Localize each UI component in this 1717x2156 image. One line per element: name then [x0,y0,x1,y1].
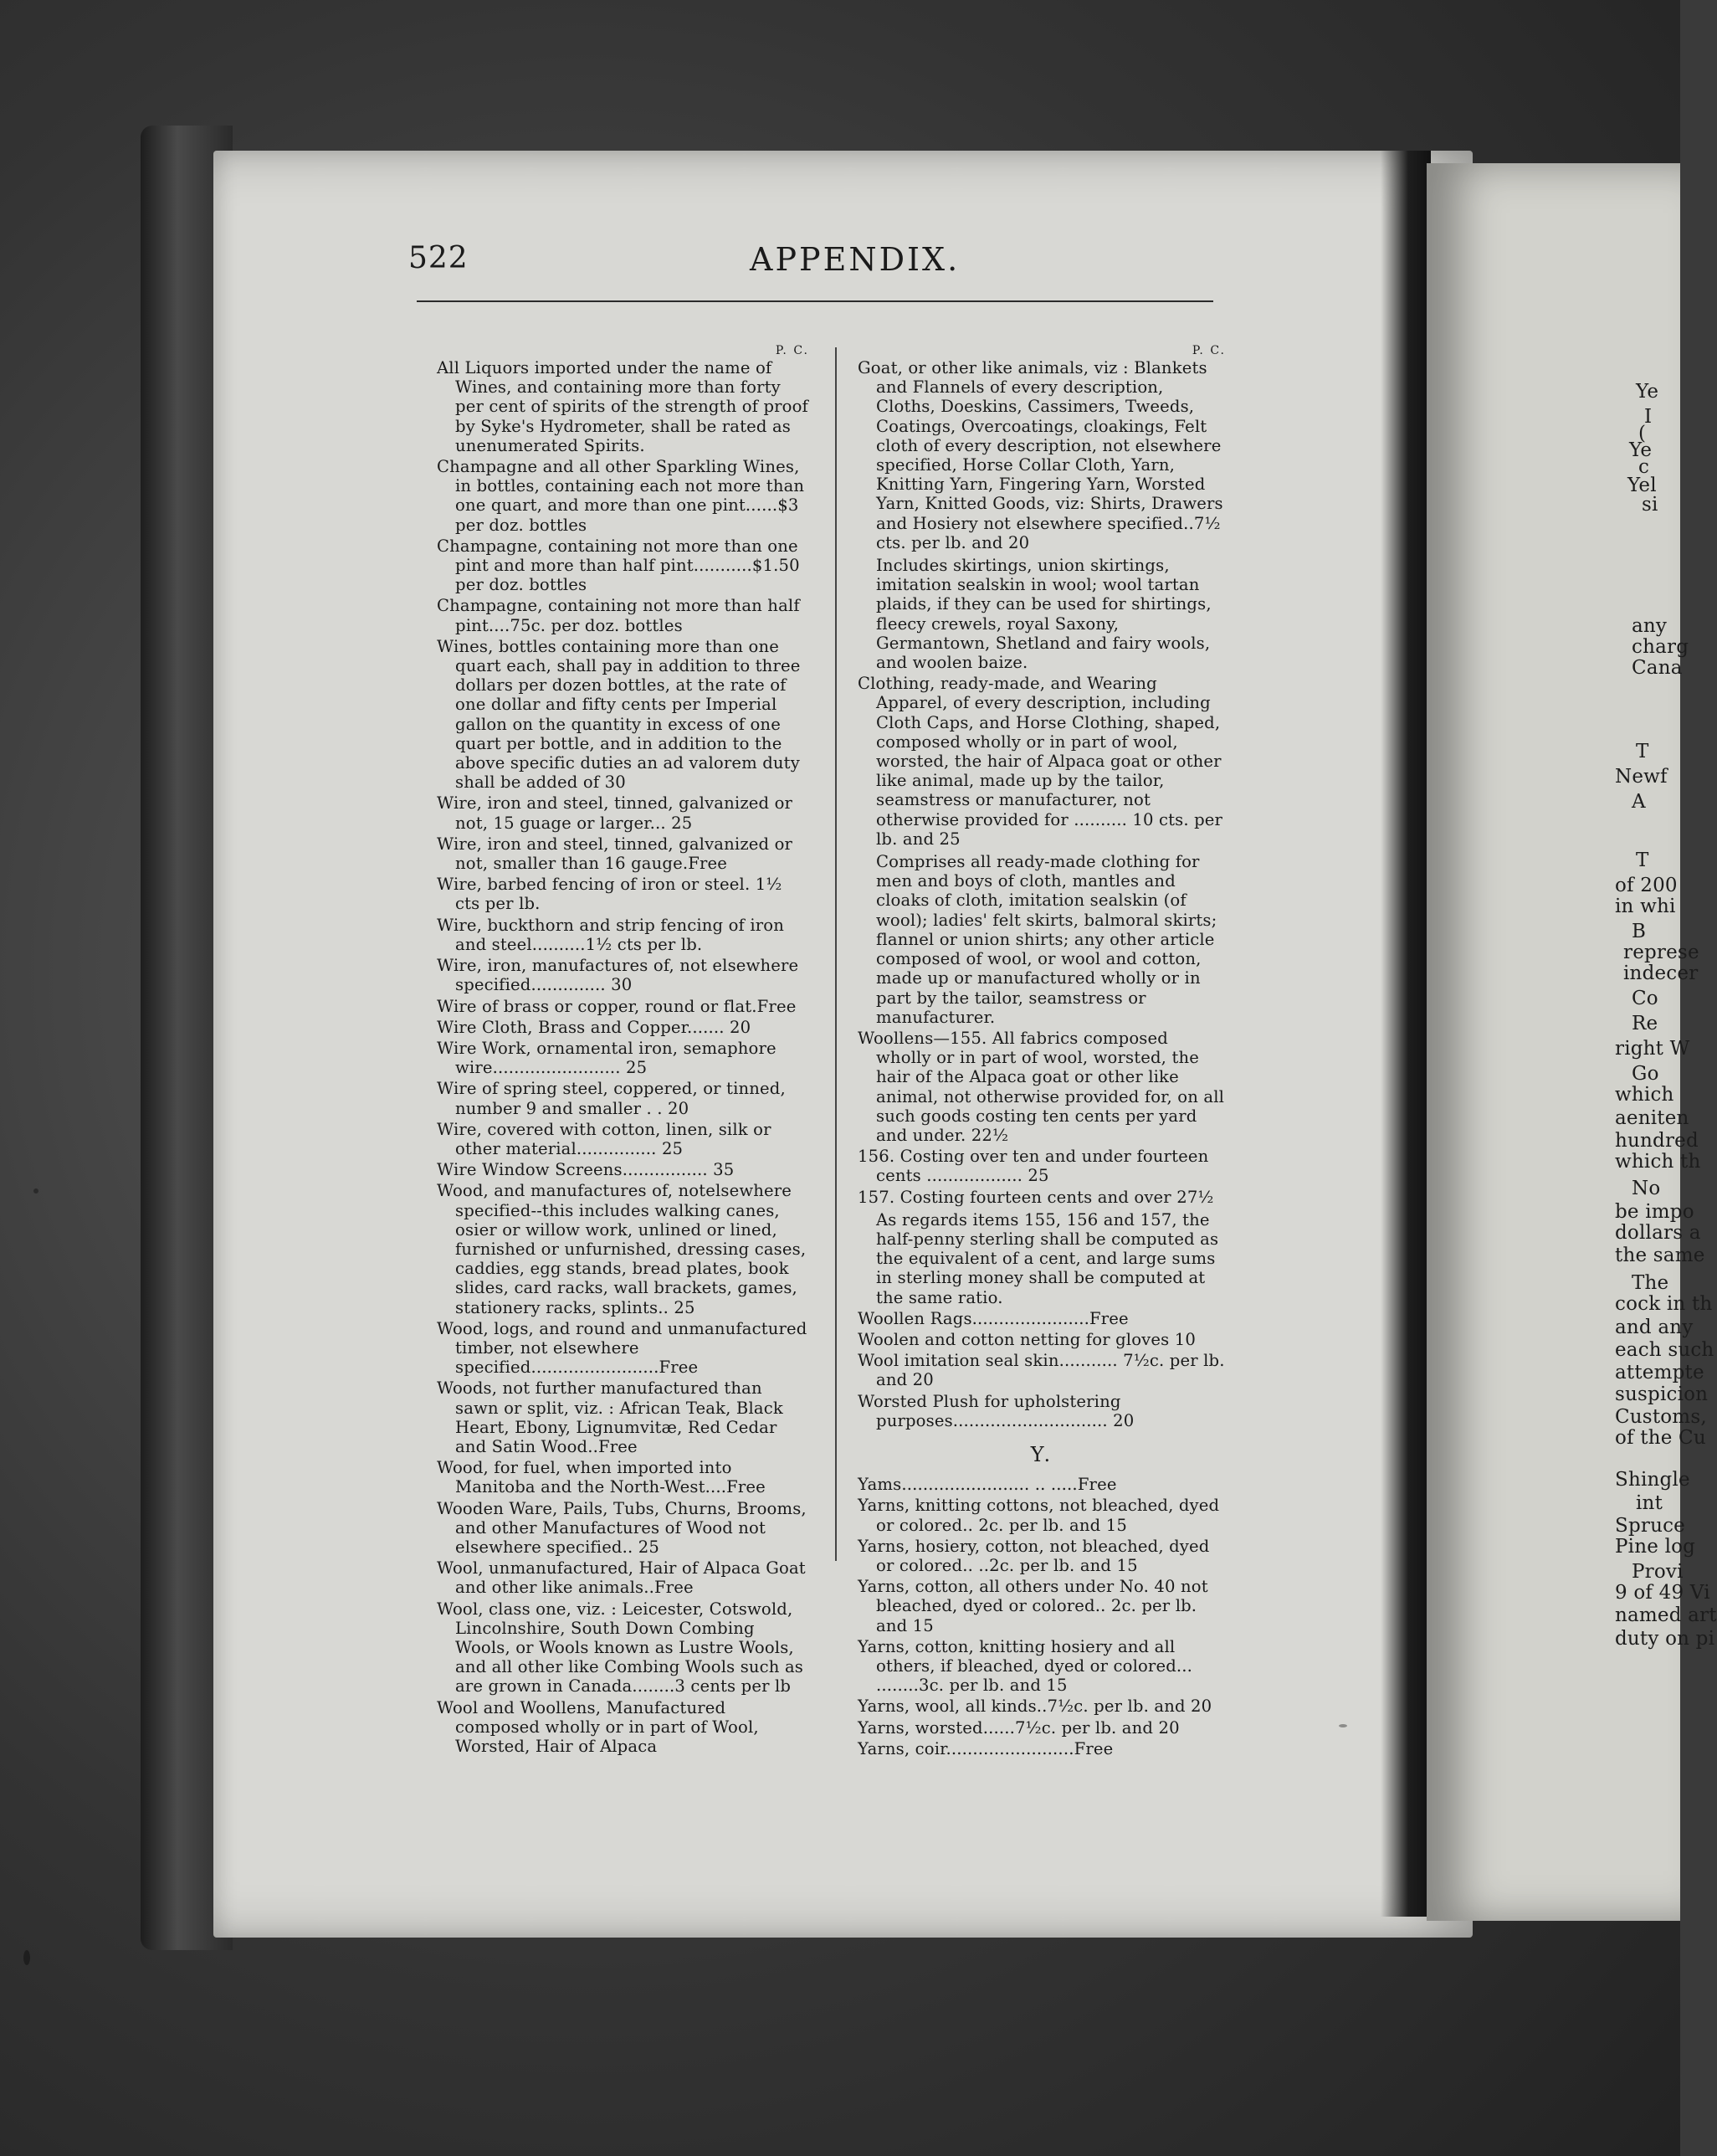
facing-page-text: Ye [1629,439,1653,461]
facing-page-text: charg [1632,636,1689,658]
facing-page-text: which th [1615,1151,1701,1173]
facing-page-text: Go [1632,1063,1659,1085]
facing-page-text: Customs, [1615,1406,1707,1428]
facing-page-text: No [1632,1178,1661,1199]
left-entries [437,358,809,1756]
tariff-entry: Wire, buckthorn and strip fencing of iron and steel..........1½ cts per lb. [437,915,784,954]
tariff-entry: 156. Costing over ten and under fourteen cents .................. 25 [858,1147,1209,1186]
tariff-entry: Worsted Plush for upholstering purposes............................. 20 [858,1391,1135,1430]
tariff-entry: Wire Window Screens................ 35 [437,1160,735,1180]
tariff-entry: Comprises all ready-made clothing for men and boys of cloth, mantles and cloaks of cloth, imitation sealskin (of wool); ladies' felt skirts, balmoral skirts; flannel or union shirts; any other article composed of wool, or wool and cotton, made up or manufactured wholly or in part by the tailor, seamstress or manufacturer. [876,852,1217,1027]
facing-page-text: T [1636,741,1649,762]
facing-page-text: c [1638,456,1650,478]
tariff-entry: Goat, or other like animals, viz : Blankets and Flannels of every description, Cloths, Doeskins, Cassimers, Tweeds, Coatings, Overcoatings, cloakings, Felt cloth of every description, not elsewhere specified, Horse Collar Cloth, Yarn, Knitting Yarn, Fingering Yarn, Worsted Yarn, Knitted Goods, viz: Shirts, Drawers and Hosiery not elsewhere specified..7½ cts. per lb. and 20 [858,358,1223,552]
book-gutter [1381,151,1431,1917]
tariff-entry: Yams........................ .. .....Free [858,1475,1117,1495]
tariff-entry: Wood, and manufactures of, notelsewhere specified--this includes walking canes, osier or willow work, unlined or lined, furnished or unfurnished, dressing cases, caddies, egg stands, bread plates, book slides, card racks, wall brackets, games, stationery racks, splints.. 25 [437,1181,807,1317]
facing-page-text: hundred [1615,1130,1699,1152]
section-heading-y: Y. [1030,1442,1053,1466]
facing-page-text: I [1644,406,1653,428]
right-entries [858,358,1226,1430]
facing-page-text: Newf [1615,766,1668,788]
facing-page-text: Co [1632,988,1658,1009]
facing-page-text: cock in th [1615,1293,1713,1315]
running-head [408,241,1245,283]
facing-page-text: Ye [1636,381,1659,403]
tariff-entry: Wool, class one, viz. : Leicester, Cotswold, Lincolnshire, South Down Combing Wools, or Wools known as Lustre Wools, and all other like Combing Wools such as are grown in Canada........3 cents per lb [437,1599,803,1697]
facing-page-text: in whi [1615,896,1676,917]
tariff-entry: Yarns, coir........................Free [858,1738,1114,1758]
tariff-entry: Wooden Ware, Pails, Tubs, Churns, Brooms, and other Manufactures of Wood not elsewhere specified.. 25 [437,1498,807,1557]
tariff-entry: Wire, iron and steel, tinned, galvanized or not, 15 guage or larger... 25 [437,793,793,833]
header-rule [417,300,1213,302]
tariff-entry: Yarns, worsted......7½c. per lb. and 20 [858,1717,1180,1738]
tariff-entry: Champagne, containing not more than half pint....75c. per doz. bottles [437,596,800,635]
right-column [858,343,1226,1760]
facing-page-text: duty on pi [1615,1628,1715,1650]
tariff-entry: Wire, barbed fencing of iron or steel. 1½ cts per lb. [437,875,782,914]
tariff-entry: Wire, covered with cotton, linen, silk or other material............... 25 [437,1119,771,1158]
facing-page-text: si [1642,494,1658,516]
facing-page-text: named art [1615,1604,1717,1626]
facing-page-text: of 200 [1615,875,1678,896]
tariff-entry: Woolen and cotton netting for gloves 10 [858,1329,1196,1349]
facing-page-text: Pine log [1615,1536,1696,1558]
scan-speck [33,1188,38,1194]
tariff-entry: Wire, iron and steel, tinned, galvanized or not, smaller than 16 gauge.Free [437,834,793,874]
facing-page-text: T [1636,850,1649,871]
facing-page-text: right W [1615,1038,1690,1060]
tariff-entry: All Liquors imported under the name of Wines, and containing more than forty per cent of spirits of the strength of proof by Syke's Hydrometer, shall be rated as unenumerated Spirits. [437,358,808,455]
tariff-entry: Champagne and all other Sparkling Wines, in bottles, containing each not more than one quart, and more than one pint......$3 per doz. bottles [437,457,805,535]
tariff-entry: Wool imitation seal skin........... 7½c. per lb. and 20 [858,1351,1225,1390]
tariff-entry: Champagne, containing not more than one pint and more than half pint...........$1.50 per doz. bottles [437,536,800,595]
yarn-entries [858,1475,1226,1758]
tariff-entry: Wool and Woollens, Manufactured composed wholly or in part of Wool, Worsted, Hair of Alpaca [437,1697,759,1757]
tariff-entry: Yarns, cotton, all others under No. 40 not bleached, dyed or colored.. 2c. per lb. and 15 [858,1577,1208,1635]
tariff-entry: Yarns, hosiery, cotton, not bleached, dyed or colored.. ..2c. per lb. and 15 [858,1536,1210,1575]
column-heading-pc: P. C. [775,344,809,357]
facing-page-text: int [1636,1492,1663,1514]
page-number: 522 [408,241,469,275]
facing-page-text: Re [1632,1013,1658,1034]
facing-page-text: each such [1615,1339,1714,1361]
facing-page-text: 9 of 49 Vi [1615,1582,1710,1604]
facing-page-text: suspicion [1615,1383,1709,1405]
tariff-entry: Wood, logs, and round and unmanufactured timber, not elsewhere specified........................Free [437,1318,807,1378]
facing-page-text: which [1615,1084,1674,1106]
facing-page [1427,163,1717,1921]
facing-page-text: B [1632,921,1647,942]
facing-page-text: be impo [1615,1201,1694,1223]
column-rule [835,347,837,1561]
facing-page-text: of the Cu [1615,1427,1706,1449]
facing-page-text: A [1632,791,1646,813]
left-column [437,343,809,1758]
page-title: APPENDIX. [750,241,961,278]
tariff-entry: Clothing, ready-made, and Wearing Apparel, of every description, including Cloth Caps, and Horse Clothing, shaped, composed wholly or in part of wool, worsted, the hair of Alpaca goat or other like animal, made up by the tailor, seamstress or manufacturer, not otherwise provided for .......... 10 cts. per lb. and 25 [858,674,1223,849]
facing-page-text: represe [1623,942,1699,963]
facing-page-text: Yel [1627,475,1657,496]
facing-page-text: Cana [1632,657,1683,679]
tariff-entry: Includes skirtings, union skirtings, imitation sealskin in wool; wool tartan plaids, if they can be used for shirtings, fleecy crewels, royal Saxony, Germantown, Shetland and fairy wools, and woolen baize. [876,556,1212,673]
tariff-entry: 157. Costing fourteen cents and over 27½ [858,1187,1214,1207]
tariff-entry: Wire of brass or copper, round or flat.Free [437,996,797,1016]
tariff-entry: Woollen Rags......................Free [858,1308,1129,1328]
tariff-entry: As regards items 155, 156 and 157, the half-penny sterling shall be computed as the equivalent of a cent, and large sums in sterling money shall be computed at the same ratio. [876,1209,1219,1307]
facing-page-text: dollars a [1615,1222,1701,1244]
tariff-entry: Yarns, knitting cottons, not bleached, dyed or colored.. 2c. per lb. and 15 [858,1496,1220,1535]
facing-page-text: The [1632,1272,1669,1294]
facing-page-text: Provi [1632,1561,1684,1583]
facing-page-text: attempte [1615,1362,1704,1383]
tariff-entry: Wool, unmanufactured, Hair of Alpaca Goat and other like animals..Free [437,1558,806,1598]
tariff-entry: Wire of spring steel, coppered, or tinned, number 9 and smaller . . 20 [437,1079,786,1118]
tariff-entry: Woods, not further manufactured than sawn or split, viz. : African Teak, Black Heart, Ebony, Lignumvitæ, Red Cedar and Satin Wood..Free [437,1378,783,1456]
tariff-entry: Wines, bottles containing more than one quart each, shall pay in addition to three dollars per dozen bottles, at the rate of one dollar and fifty cents per Imperial gallon on the quantity in excess of one quart per bottle, and in addition to the above specific duties an ad valorem duty shall be added of 30 [437,636,801,793]
tariff-entry: Wire Work, ornamental iron, semaphore wire........................ 25 [437,1038,776,1078]
tariff-entry: Wire Cloth, Brass and Copper....... 20 [437,1017,751,1037]
facing-page-text: any [1632,615,1668,637]
column-heading-pc: P. C. [1192,344,1226,357]
tariff-entry: Wire, iron, manufactures of, not elsewhere specified.............. 30 [437,956,799,995]
tariff-entry: Yarns, cotton, knitting hosiery and all others, if bleached, dyed or colored... ........3c. per lb. and 15 [858,1636,1193,1696]
scan-speck [1339,1724,1347,1727]
scan-speck [23,1950,30,1965]
facing-page-text: Spruce [1615,1515,1685,1537]
tariff-entry: Wood, for fuel, when imported into Manitoba and the North-West....Free [437,1458,766,1497]
facing-page-text: indecer [1623,963,1699,984]
facing-page-text: Shingle [1615,1469,1690,1491]
tariff-entry: Yarns, wool, all kinds..7½c. per lb. and 20 [858,1697,1212,1717]
facing-page-text: the same [1615,1245,1705,1266]
facing-page-text: aeniten [1615,1107,1689,1129]
tariff-entry: Woollens—155. All fabrics composed wholly or in part of wool, worsted, the hair of the Alpaca goat or other like animal, not otherwise provided for, on all such goods costing ten cents per yard and under. 22½ [858,1028,1225,1145]
book-page [213,151,1473,1938]
facing-page-text: and any [1615,1317,1694,1338]
facing-page-text: ( [1638,423,1647,444]
